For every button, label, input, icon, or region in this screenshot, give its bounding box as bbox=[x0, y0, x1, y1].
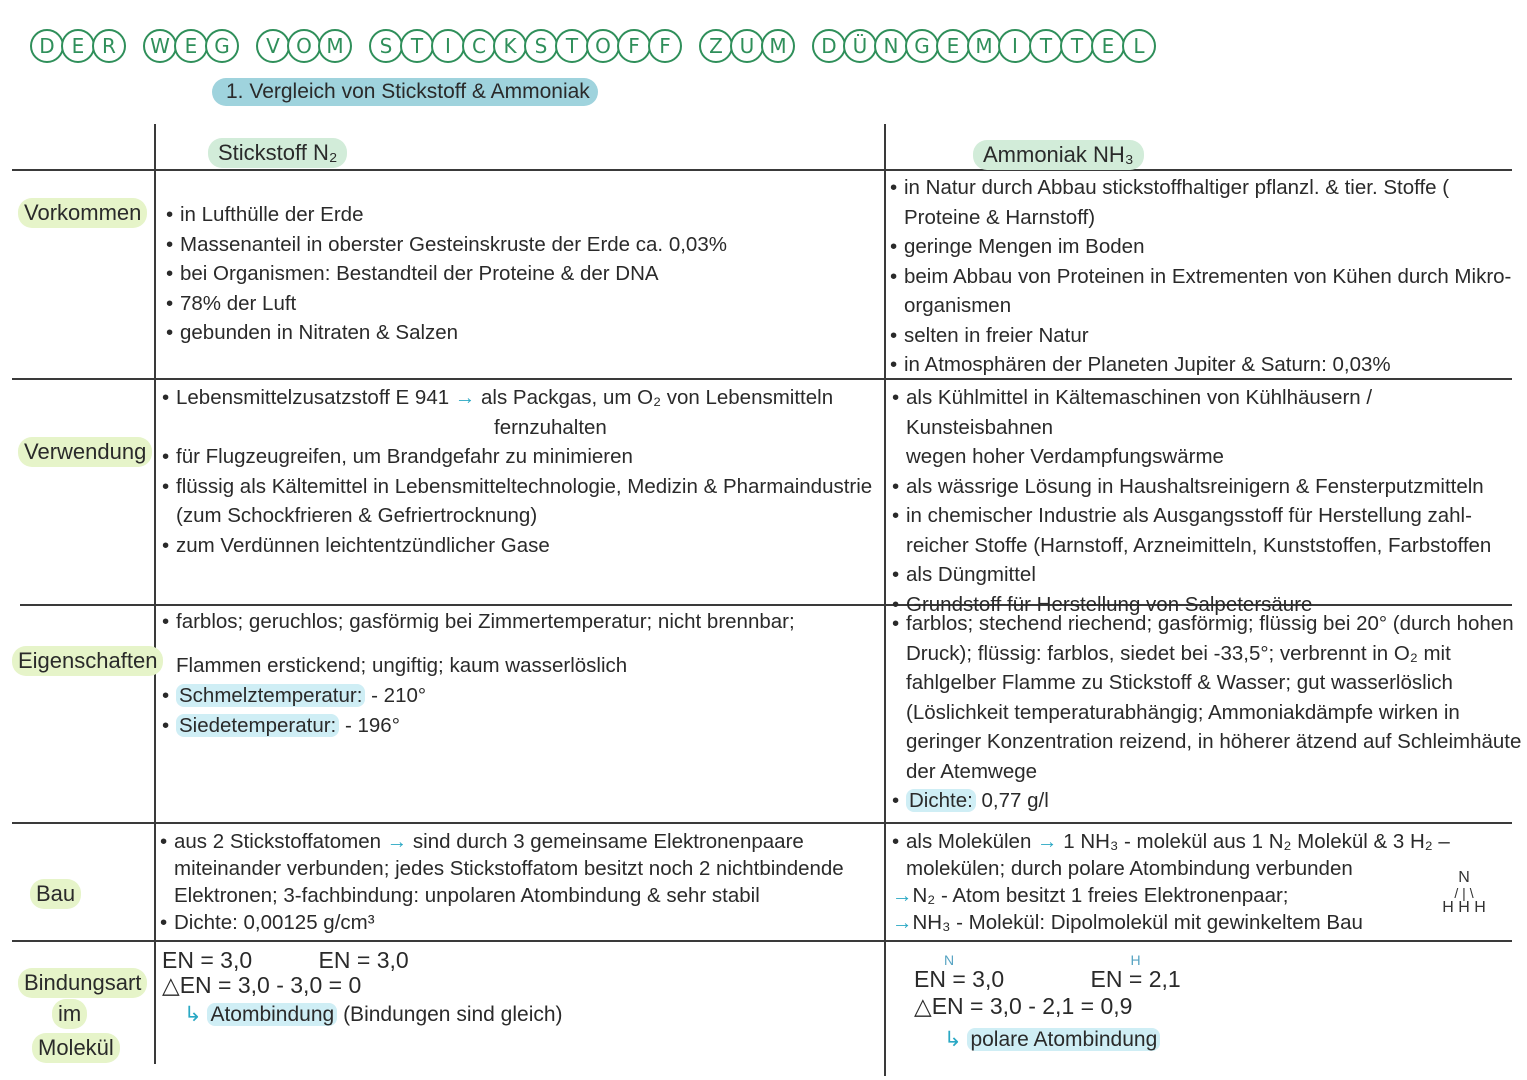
title-word bbox=[143, 29, 236, 63]
list-item: • Massenanteil in oberster Gesteinskruste der Erde ca. 0,03% bbox=[166, 230, 876, 260]
element-captions bbox=[914, 950, 1504, 966]
cell-vorkommen-stickstoff bbox=[166, 200, 876, 348]
list-item: • in Natur durch Abbau stickstoffhaltiger pflanzl. & tier. Stoffe ( bbox=[890, 173, 1522, 203]
title-letter: U bbox=[730, 29, 764, 63]
title-letter: M bbox=[967, 29, 1001, 63]
list-item: • für Flugzeugreifen, um Brandgefahr zu minimieren bbox=[162, 442, 880, 472]
highlight-label: Dichte: bbox=[906, 789, 976, 812]
list-item-text: als Molekülen bbox=[906, 830, 1032, 853]
page-title bbox=[30, 24, 1500, 68]
row-divider-4 bbox=[12, 940, 1512, 942]
en-value: EN = 3,0 bbox=[318, 947, 409, 973]
arrow-icon: → bbox=[892, 884, 913, 907]
row-label-eigenschaften: Eigenschaften bbox=[12, 646, 163, 676]
title-letter: G bbox=[205, 29, 239, 63]
list-item: • zum Verdünnen leichtentzündlicher Gase bbox=[162, 531, 880, 561]
delta-en: △EN = 3,0 - 2,1 = 0,9 bbox=[914, 993, 1133, 1019]
title-letter: D bbox=[812, 29, 846, 63]
title-letter: T bbox=[1060, 29, 1094, 63]
list-item-text: N₂ - Atom besitzt 1 freies Elektronenpaar; bbox=[912, 884, 1289, 907]
title-letter: T bbox=[1029, 29, 1063, 63]
title-letter: E bbox=[61, 29, 95, 63]
title-letter: R bbox=[92, 29, 126, 63]
title-letter: W bbox=[143, 29, 177, 63]
title-letter: E bbox=[1091, 29, 1125, 63]
title-word bbox=[812, 29, 1153, 63]
title-letter: G bbox=[905, 29, 939, 63]
row-label-bindungsart: Bindungsart bbox=[18, 968, 147, 998]
highlight-result: polare Atombindung bbox=[967, 1028, 1160, 1051]
title-letter: Ü bbox=[843, 29, 877, 63]
column-header-ammoniak: Ammoniak NH₃ bbox=[973, 140, 1144, 170]
list-item: • flüssig als Kältemittel in Lebensmitteltechnologie, Medizin & Pharmaindustrie bbox=[162, 472, 880, 502]
title-letter: F bbox=[648, 29, 682, 63]
bond-note: (Bindungen sind gleich) bbox=[343, 1003, 563, 1026]
title-letter: M bbox=[318, 29, 352, 63]
list-item-continued: Flammen erstickend; ungiftig; kaum wasserlöslich bbox=[176, 654, 628, 677]
list-item: • Dichte: 0,00125 g/cm³ bbox=[160, 909, 880, 936]
arrow-icon: ↳ bbox=[944, 1028, 962, 1051]
list-item: • in chemischer Industrie als Ausgangsstoff für Herstellung zahl- bbox=[892, 501, 1524, 531]
title-letter: D bbox=[30, 29, 64, 63]
table-header-line bbox=[12, 169, 1512, 171]
value-text: - 196° bbox=[344, 714, 400, 737]
list-item: • bei Organismen: Bestandteil der Proteine & der DNA bbox=[166, 259, 876, 289]
list-item: • geringe Mengen im Boden bbox=[890, 232, 1522, 262]
ammonia-structure bbox=[1424, 870, 1504, 916]
list-item: • in Lufthülle der Erde bbox=[166, 200, 876, 230]
molecule-atoms-h: H H H bbox=[1442, 899, 1486, 916]
title-letter: S bbox=[369, 29, 403, 63]
row-label-bau: Bau bbox=[30, 879, 81, 909]
en-values bbox=[914, 966, 1504, 993]
list-item-continued bbox=[162, 413, 880, 443]
list-item-continued: (Löslichkeit temperaturabhängig; Ammoniakdämpfe wirken in bbox=[906, 700, 1460, 724]
list-item-continued: geringer Konzentration reizend, in höherer ätzend auf Schleimhäute bbox=[906, 730, 1522, 753]
list-item-continued bbox=[892, 909, 1452, 936]
list-item-continued: Elektronen; 3-fachbindung: unpolaren Atombindung & sehr stabil bbox=[174, 884, 760, 907]
list-item: • als Düngmittel bbox=[892, 560, 1524, 590]
list-item-text: 1 NH₃ - molekül aus 1 N₂ Molekül & 3 H₂ – bbox=[1063, 830, 1450, 853]
list-item-continued: fahlgelber Flamme zu Stickstoff & Wasser; gut wasserlöslich bbox=[906, 671, 1453, 694]
title-letter: E bbox=[936, 29, 970, 63]
cell-eigenschaften-ammoniak bbox=[892, 609, 1524, 816]
row-label-im: im bbox=[52, 999, 87, 1029]
list-item-continued: organismen bbox=[904, 294, 1012, 317]
list-item-continued: der Atemwege bbox=[906, 759, 1038, 783]
title-letter: T bbox=[400, 29, 434, 63]
title-letter: L bbox=[1122, 29, 1156, 63]
list-item: • als Kühlmittel in Kältemaschinen von Kühlhäusern / Kunsteisbahnen bbox=[892, 383, 1524, 442]
list-item-continued bbox=[892, 882, 1452, 909]
row-label-verwendung: Verwendung bbox=[18, 437, 152, 467]
list-item-text: Lebensmittelzusatzstoff E 941 bbox=[176, 386, 450, 409]
title-word bbox=[369, 29, 679, 63]
list-item-continued: Proteine & Harnstoff) bbox=[904, 205, 1096, 229]
list-item: • selten in freier Natur bbox=[890, 321, 1522, 351]
row-label-molekuel: Molekül bbox=[32, 1033, 120, 1063]
title-letter: I bbox=[431, 29, 465, 63]
title-letter: I bbox=[998, 29, 1032, 63]
title-letter: F bbox=[617, 29, 651, 63]
cell-vorkommen-ammoniak bbox=[890, 173, 1522, 380]
list-item-continued: miteinander verbunden; jedes Stickstoffatom besitzt noch 2 nichtbindende bbox=[174, 857, 844, 880]
list-item bbox=[892, 786, 1524, 816]
list-item bbox=[162, 383, 880, 413]
highlight-result: Atombindung bbox=[207, 1003, 337, 1026]
title-word bbox=[699, 29, 792, 63]
list-item: • farblos; stechend riechend; gasförmig; flüssig bei 20° (durch hohen bbox=[892, 609, 1524, 639]
en-value: EN = 3,0 bbox=[162, 947, 253, 973]
cell-bau-stickstoff bbox=[160, 828, 880, 936]
table-divider-left bbox=[154, 124, 156, 1064]
title-letter: E bbox=[174, 29, 208, 63]
title-letter: C bbox=[462, 29, 496, 63]
title-letter: N bbox=[874, 29, 908, 63]
cell-bau-ammoniak bbox=[892, 828, 1452, 936]
title-word bbox=[256, 29, 349, 63]
table-divider-middle bbox=[884, 124, 886, 1076]
list-item: • in Atmosphären der Planeten Jupiter & Saturn: 0,03% bbox=[890, 350, 1522, 380]
bond-result bbox=[914, 1026, 1504, 1053]
list-item bbox=[160, 828, 880, 855]
caption-n: N bbox=[944, 952, 955, 968]
en-value: EN = 3,0 bbox=[914, 966, 1005, 992]
title-letter: S bbox=[524, 29, 558, 63]
list-item bbox=[162, 681, 880, 711]
list-item-continued: molekülen; durch polare Atombindung verbunden bbox=[906, 857, 1353, 880]
row-divider-3 bbox=[12, 822, 1512, 824]
row-label-vorkommen: Vorkommen bbox=[18, 198, 147, 228]
arrow-icon: → bbox=[1037, 830, 1058, 853]
list-item: • gebunden in Nitraten & Salzen bbox=[166, 318, 876, 348]
cell-bindungsart-stickstoff bbox=[162, 948, 862, 1027]
list-item: • Grundstoff für Herstellung von Salpetersäure bbox=[892, 590, 1524, 620]
bond-result bbox=[162, 1002, 862, 1027]
list-item bbox=[162, 711, 880, 741]
list-item-continued: (zum Schockfrieren & Gefriertrocknung) bbox=[176, 504, 538, 527]
title-letter: T bbox=[555, 29, 589, 63]
list-item: • farblos; geruchlos; gasförmig bei Zimmertemperatur; nicht brennbar; bbox=[162, 607, 880, 637]
molecule-atom-n: N bbox=[1458, 869, 1470, 886]
list-item-text: sind durch 3 gemeinsame Elektronenpaare bbox=[412, 830, 804, 853]
arrow-icon: → bbox=[892, 911, 913, 934]
arrow-icon: → bbox=[386, 830, 408, 853]
en-values bbox=[162, 948, 862, 973]
title-letter: K bbox=[493, 29, 527, 63]
value-text: 0,77 g/l bbox=[981, 789, 1049, 812]
column-header-stickstoff: Stickstoff N₂ bbox=[208, 138, 347, 168]
title-letter: M bbox=[761, 29, 795, 63]
arrow-icon: → bbox=[454, 386, 476, 409]
list-item-text: aus 2 Stickstoffatomen bbox=[174, 830, 382, 853]
caption-h: H bbox=[1130, 952, 1141, 968]
title-letter: Z bbox=[699, 29, 733, 63]
list-item: • beim Abbau von Proteinen in Extrementen von Kühen durch Mikro- bbox=[890, 262, 1522, 292]
list-item-text: als Packgas, um O₂ von Lebensmitteln bbox=[481, 386, 834, 409]
arrow-icon: ↳ bbox=[184, 1003, 202, 1026]
title-word bbox=[30, 29, 123, 63]
title-letter: V bbox=[256, 29, 290, 63]
molecule-bonds: / | \ bbox=[1454, 885, 1474, 901]
cell-verwendung-ammoniak bbox=[892, 383, 1524, 619]
list-item-continued: Druck); flüssig: farblos, siedet bei -33,5°; verbrennt in O₂ mit bbox=[906, 641, 1451, 665]
title-letter: O bbox=[287, 29, 321, 63]
section-subtitle: 1. Vergleich von Stickstoff & Ammoniak bbox=[212, 78, 598, 106]
list-item-text: fernzuhalten bbox=[494, 415, 607, 439]
highlight-label: Siedetemperatur: bbox=[176, 714, 339, 737]
highlight-label: Schmelztemperatur: bbox=[176, 684, 365, 707]
list-item-text: NH₃ - Molekül: Dipolmolekül mit gewinkeltem Bau bbox=[912, 911, 1363, 934]
en-value: EN = 2,1 bbox=[1090, 966, 1181, 992]
title-letter: O bbox=[586, 29, 620, 63]
value-text: - 210° bbox=[371, 684, 427, 707]
list-item bbox=[892, 828, 1452, 855]
delta-en: △EN = 3,0 - 3,0 = 0 bbox=[162, 972, 362, 998]
list-item: • als wässrige Lösung in Haushaltsreinigern & Fensterputzmitteln bbox=[892, 472, 1524, 502]
cell-verwendung-stickstoff bbox=[162, 383, 880, 560]
cell-bindungsart-ammoniak bbox=[914, 950, 1504, 1053]
list-item-continued: reicher Stoffe (Harnstoff, Arzneimitteln, Kunststoffen, Farbstoffen bbox=[906, 533, 1492, 557]
cell-eigenschaften-stickstoff bbox=[162, 607, 880, 741]
list-item-continued: wegen hoher Verdampfungswärme bbox=[906, 445, 1224, 468]
list-item: • 78% der Luft bbox=[166, 289, 876, 319]
